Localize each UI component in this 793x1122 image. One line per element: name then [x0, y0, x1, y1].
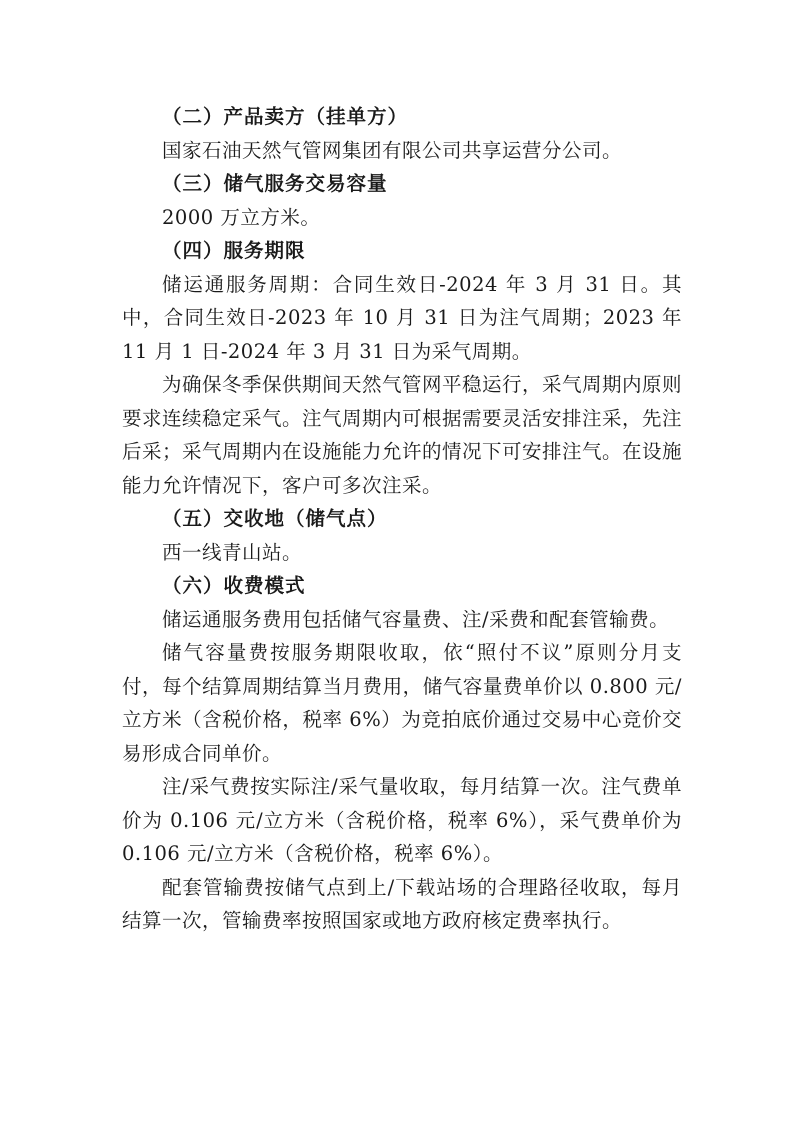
paragraph-pipeline-fee: 配套管输费按储气点到上/下载站场的合理路径收取，每月结算一次，管输费率按照国家或地方政府核定费率执行。: [122, 875, 682, 932]
paragraph-injection-fee: 注/采气费按实际注/采气量收取，每月结算一次。注气费单价为 0.106 元/立方米（含税价格，税率 6%），采气费单价为 0.106 元/立方米（含税价格，税率 6%）。: [122, 775, 682, 865]
section-heading-fees: （六）收费模式: [162, 574, 306, 597]
section-heading-capacity: （三）储气服务交易容量: [162, 172, 388, 195]
paragraph-fee-overview: 储运通服务费用包括储气容量费、注/采费和配套管输费。: [162, 607, 670, 631]
paragraph-capacity-fee: 储气容量费按服务期限收取，依“照付不议”原则分月支付，每个结算周期结算当月费用，储气容量费单价以 0.800 元/立方米（含税价格，税率 6%）为竞拍底价通过交易中心竞价交易形成合同单价。: [122, 641, 682, 765]
section-heading-seller: （二）产品卖方（挂单方）: [162, 105, 409, 128]
paragraph-winter-supply: 为确保冬季保供期间天然气管网平稳运行，采气周期内原则要求连续稳定采气。注气周期内可根据需要灵活安排注采，先注后采；采气周期内在设施能力允许的情况下可安排注气。在设施能力允许情况下，客户可多次注采。: [122, 373, 683, 497]
paragraph-seller: 国家石油天然气管网集团有限公司共享运营分公司。: [162, 138, 623, 162]
section-heading-delivery: （五）交收地（储气点）: [162, 507, 388, 530]
section-heading-period: （四）服务期限: [162, 239, 306, 262]
paragraph-period: 储运通服务周期：合同生效日-2024 年 3 月 31 日。其中，合同生效日-2023 年 10 月 31 日为注气周期；2023 年 11 月 1 日-2024 年 3 月 31 日为采气周期。: [122, 272, 682, 363]
paragraph-delivery: 西一线青山站。: [162, 540, 303, 564]
document-body: [122, 100, 682, 938]
paragraph-capacity: 2000 万立方米。: [162, 205, 321, 229]
